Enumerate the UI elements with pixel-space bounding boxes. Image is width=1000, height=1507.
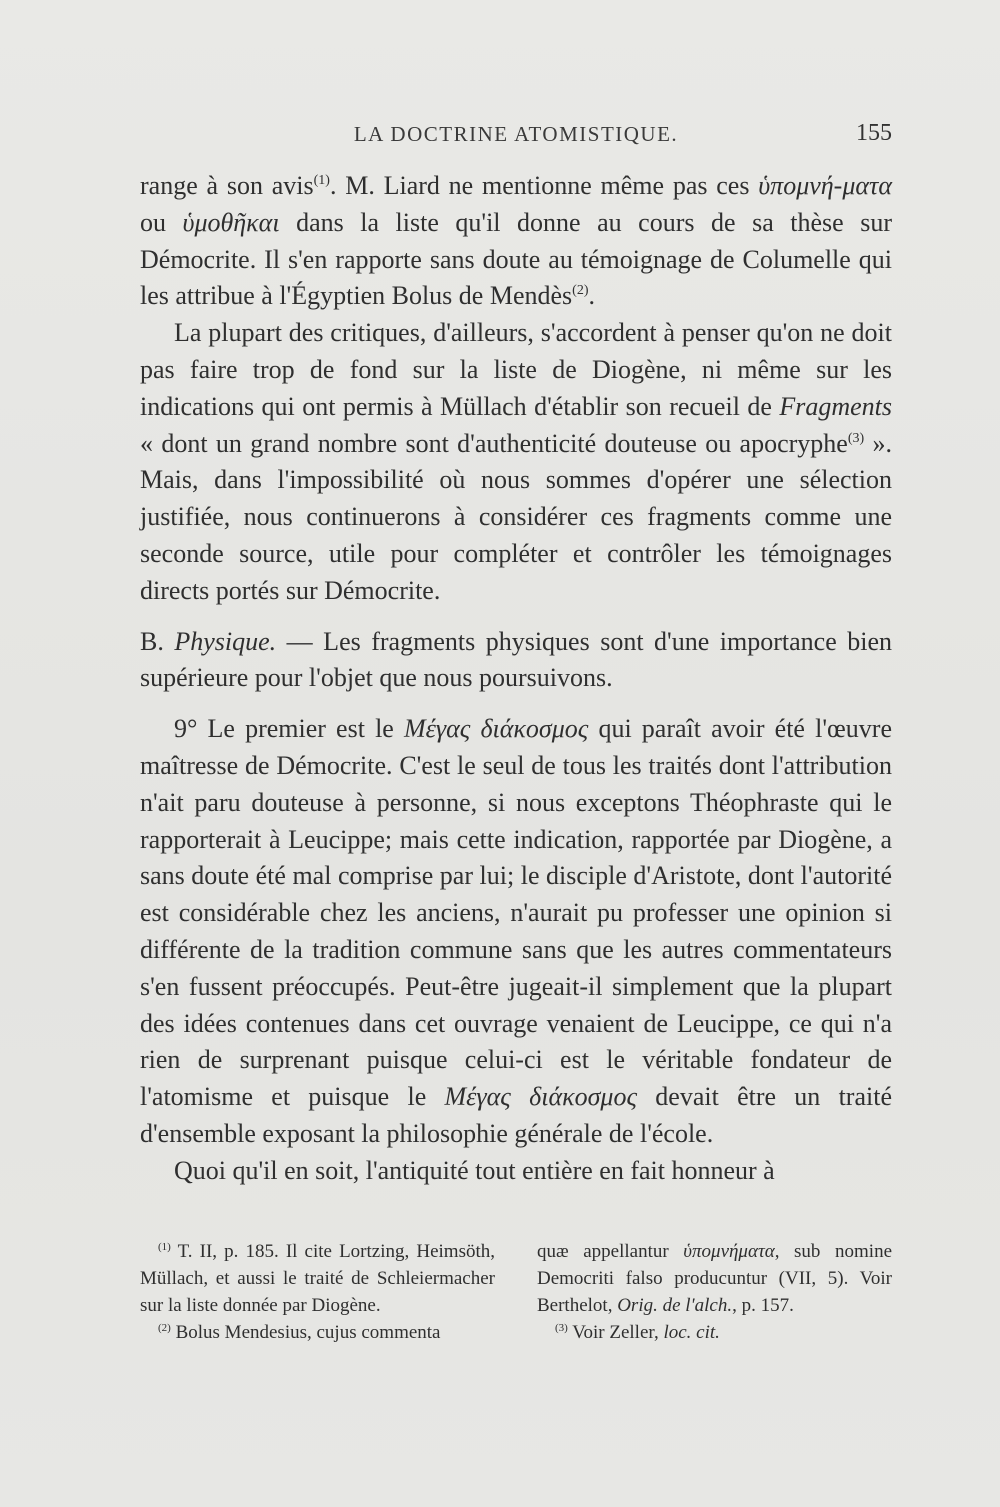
text-run: 9° Le premier est le: [174, 714, 404, 744]
page-number: 155: [856, 120, 892, 146]
footnote-text: quæ appellantur: [537, 1241, 684, 1262]
main-text: [140, 168, 892, 1190]
paragraph-4: [140, 711, 892, 1153]
footnote-text: , sub nomine Democriti falso producuntur (VII, 5). Voir Berthelot,: [537, 1241, 893, 1316]
footnote-2: [140, 1319, 495, 1346]
paragraph-1: [140, 168, 892, 315]
footnotes: [140, 1238, 892, 1346]
greek-term: ὑπομνή-ματα: [758, 171, 892, 200]
footnote-text: Bolus Mendesius, cujus commenta: [170, 1322, 441, 1343]
section-heading-physique: [140, 624, 892, 698]
text-run: .: [588, 281, 595, 311]
text-run: « dont un grand nombre sont d'authenticité douteuse ou apocryphe: [140, 428, 848, 458]
page-header: [140, 118, 892, 158]
footnote-number: (1): [158, 1241, 171, 1253]
greek-title: Μέγας διάκοσμος: [403, 714, 589, 744]
text-run: B.: [140, 626, 175, 656]
footnote-2-continued: [537, 1238, 892, 1319]
paragraph-5: [140, 1153, 892, 1190]
paragraph-2: [140, 315, 892, 609]
footnote-ref-3: (3): [847, 430, 865, 446]
text-run: devait être un traité d'ensemble exposant la philosophie générale de l'école.: [140, 1082, 892, 1148]
text-run: qui paraît avoir été l'œuvre maîtresse de Démocrite. C'est le seul de tous les traités dont l'attribution n'ait paru douteuse à personne, si nous exceptons Théophraste qui le rapporterait à Leucippe; mais cette indication, rapportée par Diogène, a sans doute été mal comprise par lui; le disciple d'Aristote, dont l'autorité est considérable chez les anciens, n'aurait pu professer une opinion si différente de la tradition commune sans que les autres commentateurs s'en fussent préoccupés. Peut-être jugeait-il simplement que la plupart des idées contenues dans cet ouvrage venaient de Leucippe, ce qui n'a rien de surprenant puisque celui-ci est le véritable fondateur de l'atomisme et puisque le: [140, 714, 892, 1112]
text-run: dans la liste qu'il donne au cours de sa thèse sur Démocrite. Il s'en rapporte sans doute au témoignage de Columelle qui les attribue à l'Égyptien Bolus de Mendès: [140, 207, 892, 311]
italic-citation: Orig. de l'alch.: [617, 1295, 733, 1316]
text-run: Quoi qu'il en soit, l'antiquité tout entière en fait honneur à: [174, 1155, 775, 1185]
italic-term: Fragments: [779, 391, 892, 421]
footnote-number: (3): [555, 1322, 568, 1334]
greek-term: ὑμοθῆκαι: [182, 207, 280, 237]
text-run: range à son avis: [140, 171, 314, 200]
text-run: — Les fragments physiques sont d'une importance bien supérieure pour l'objet que nous poursuivons.: [140, 626, 893, 693]
footnote-text: Voir Zeller,: [567, 1322, 664, 1343]
footnote-number: (2): [158, 1322, 171, 1334]
footnotes-right-column: [537, 1238, 892, 1346]
text-run: ». Mais, dans l'impossibilité où nous sommes d'opérer une sélection justifiée, nous continuerons à considérer ces fragments comme une seconde source, utile pour compléter et contrôler les témoignages directs portés sur Démocrite.: [140, 428, 893, 605]
footnote-ref-1: (1): [313, 173, 330, 188]
greek-term: ὑπομνήματα: [683, 1241, 775, 1262]
greek-title: Μέγας διάκοσμος: [444, 1082, 637, 1112]
italic-citation: loc. cit.: [663, 1322, 720, 1343]
footnote-ref-2: (2): [572, 283, 589, 299]
footnote-text: T. II, p. 185. Il cite Lortzing, Heimsöth, Müllach, et aussi le traité de Schleiermacher sur la liste donnée par Diogène.: [140, 1241, 495, 1316]
footnote-3: [537, 1319, 892, 1346]
text-run: ou: [140, 207, 183, 237]
text-run: . M. Liard ne mentionne même pas ces: [329, 171, 759, 200]
footnote-1: [140, 1238, 495, 1319]
section-title: Physique.: [174, 626, 277, 656]
text-run: La plupart des critiques, d'ailleurs, s'accordent à penser qu'on ne doit pas faire trop de fond sur la liste de Diogène, ni même sur les indications qui ont permis à Müllach d'établir son recueil de: [140, 318, 892, 421]
footnotes-left-column: [140, 1238, 495, 1346]
footnote-text: , p. 157.: [732, 1295, 794, 1316]
running-title: LA DOCTRINE ATOMISTIQUE.: [353, 122, 679, 146]
